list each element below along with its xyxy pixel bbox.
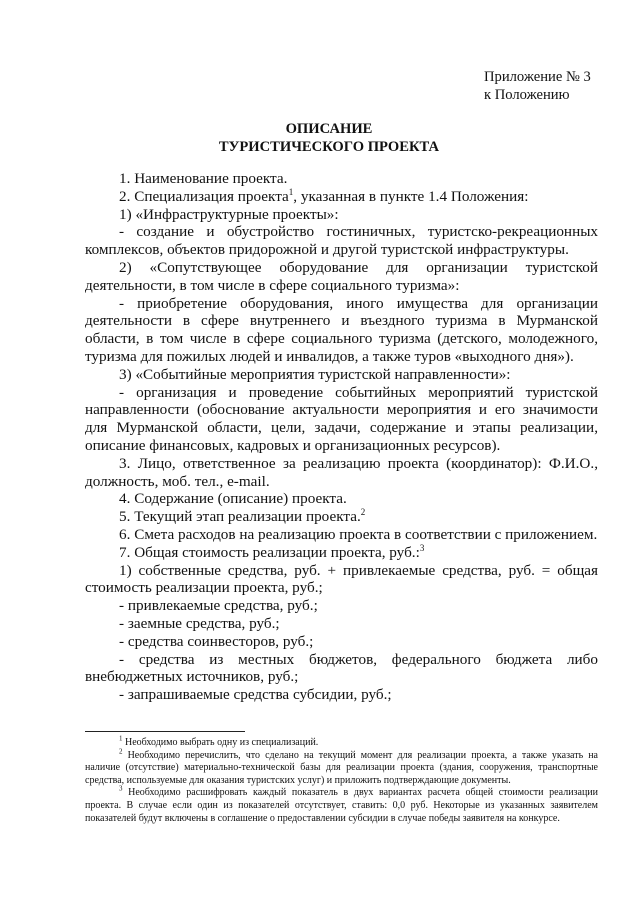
footnote-separator: [85, 731, 245, 732]
item-total-cost-text: 7. Общая стоимость реализации проекта, руб.:: [119, 543, 420, 561]
footnote-2-text: Необходимо перечислить, что сделано на текущий момент для реализации проекта, а также указать на наличие (отсутствие) материально-технической базы для реализации проекта (здания, сооружения, транспортные средства, используемые для оказания туристских услуг) и приложить подтверждающие документы.: [85, 749, 598, 786]
footnote-ref-3: 3: [419, 542, 425, 553]
subitem-borrowed-funds: - заемные средства, руб.;: [119, 614, 280, 632]
item-specialization-text-end: , указанная в пункте 1.4 Положения:: [293, 187, 529, 205]
footnote-2-number: 2: [119, 747, 123, 756]
item-current-stage: [85, 508, 598, 526]
document-title: [0, 120, 640, 156]
appendix-reference: к Положению: [484, 87, 570, 103]
item-project-name: 1. Наименование проекта.: [119, 170, 288, 187]
subitem-events-desc: - организация и проведение событийных мероприятий туристской направленности (обоснование актуальности мероприятия и его значимости для Мурманской области, цели, задачи, содержание и этапы реализации, описание финансовых, кадровых и организационных ресурсов).: [85, 383, 598, 454]
footnote-1-text: Необходимо выбрать одну из специализаций.: [122, 737, 319, 748]
item-total-cost: [85, 544, 598, 562]
title-line-2: ТУРИСТИЧЕСКОГО ПРОЕКТА: [218, 139, 440, 155]
item-coordinator: 3. Лицо, ответственное за реализацию проекта (координатор): Ф.И.О., должность, моб. тел., e-mail.: [85, 454, 598, 490]
item-content: 4. Содержание (описание) проекта.: [119, 490, 347, 508]
appendix-number: Приложение № 3: [484, 69, 591, 85]
item-specialization-text: 2. Специализация проекта: [119, 187, 289, 205]
subitem-budget-funds: - средства из местных бюджетов, федерального бюджета либо внебюджетных источников, руб.;: [85, 650, 598, 686]
subitem-coinvestors-funds: - средства соинвесторов, руб.;: [119, 632, 314, 650]
item-specialization: [85, 188, 598, 206]
footnotes: [85, 734, 598, 825]
item-current-stage-text: 5. Текущий этап реализации проекта.: [119, 508, 361, 526]
footnote-3-text: Необходимо расшифровать каждый показатель в двух вариантах расчета общей стоимости реализации проекта. В случае если один из показателей отсутствует, ставить: 0,0 руб. Некоторые из указанных заявителем показателей будут включены в соглашение о предоставлении субсидии в случае победы заявителя на конкурсе.: [85, 787, 598, 824]
footnote-3: [85, 787, 598, 825]
footnote-1: [85, 734, 598, 750]
footnote-2: [85, 747, 598, 788]
subitem-equipment: 2) «Сопутствующее оборудование для организации туристской деятельности, в том числе в сфере социального туризма»:: [85, 258, 598, 294]
item-budget: 6. Смета расходов на реализацию проекта в соответствии с приложением.: [119, 525, 598, 543]
footnote-1-number: 1: [119, 734, 123, 743]
appendix-header: [484, 68, 591, 104]
footnote-ref-2: 2: [360, 507, 366, 518]
subitem-own-funds: 1) собственные средства, руб. + привлекаемые средства, руб. = общая стоимость реализации проекта, руб.;: [85, 561, 598, 597]
subitem-events: 3) «Событийные мероприятия туристской направленности»:: [119, 365, 511, 383]
footnote-ref-1: 1: [288, 186, 294, 197]
subitem-attracted-funds: - привлекаемые средства, руб.;: [119, 597, 318, 615]
document-body: [85, 170, 598, 704]
footnote-3-number: 3: [119, 785, 123, 794]
title-line-1: ОПИСАНИЕ: [285, 121, 373, 137]
subitem-infrastructure-desc: - создание и обустройство гостиничных, туристско-рекреационных комплексов, объектов придорожной и другой туристской инфраструктуры.: [85, 223, 598, 259]
subitem-equipment-desc: - приобретение оборудования, иного имущества для организации деятельности в сфере внутреннего и въездного туризма в Мурманской области, в том числе в сфере социального туризма (детского, молодежного, туризма для пожилых людей и инвалидов, а также туров «выходного дня»).: [85, 294, 598, 365]
subitem-subsidy-funds: - запрашиваемые средства субсидии, руб.;: [119, 686, 392, 704]
subitem-infrastructure: 1) «Инфраструктурные проекты»:: [119, 205, 339, 223]
